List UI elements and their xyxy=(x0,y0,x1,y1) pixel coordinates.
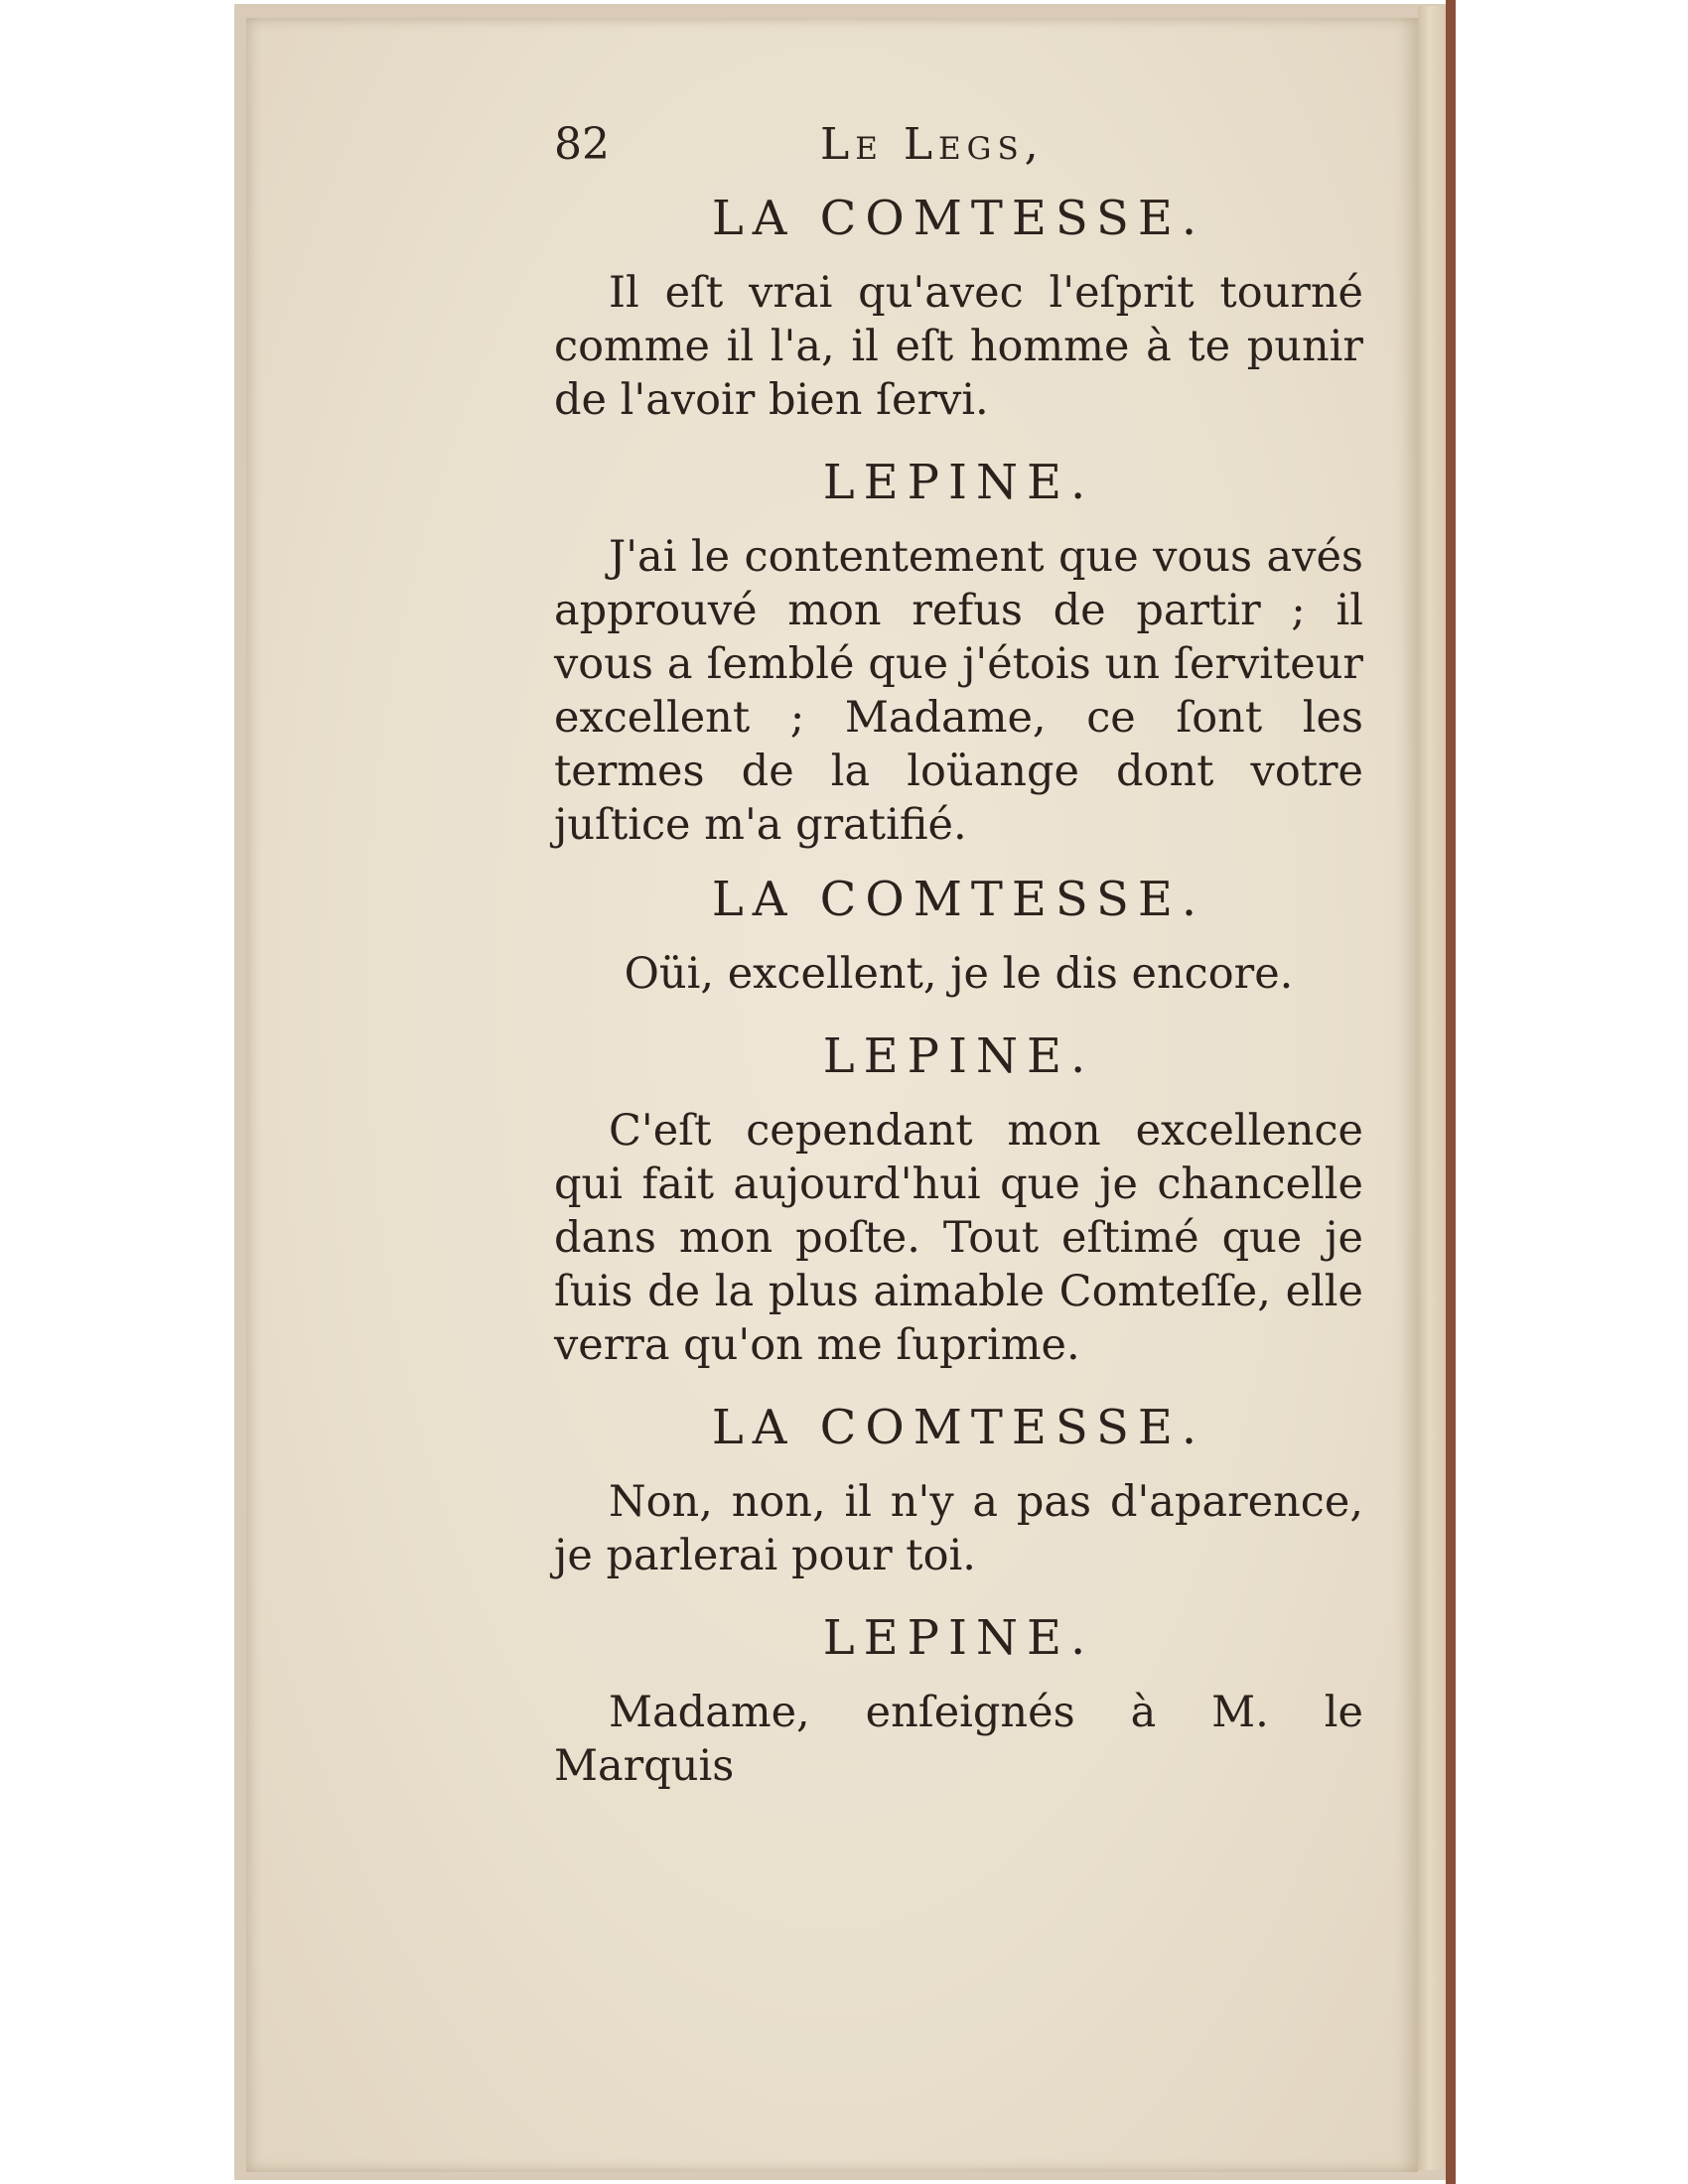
speech-text: Oüi, excellent, je le dis encore. xyxy=(624,949,1294,999)
speech-text: Non, non, il n'y a pas d'aparence, je parlerai pour toi. xyxy=(554,1477,1363,1580)
speech-text: C'eſt cependant mon excellence qui fait aujourd'hui que je chancelle dans mon poſte. Tout eſtimé que je ſuis de la plus aimable Comteſſe, elle verra qu'on me ſuprime. xyxy=(554,1106,1363,1370)
running-head xyxy=(554,119,1363,189)
speech-text: Madame, enſeignés à M. le Marquis xyxy=(554,1688,1363,1791)
speaker-name: LA COMTESSE. xyxy=(711,1400,1206,1455)
speech-text: Il eſt vrai qu'avec l'eſprit tourné comme il l'a, il eſt homme à te punir de l'avoir bien ſervi. xyxy=(554,268,1363,425)
page-content xyxy=(554,119,1363,1793)
running-title: Le Legs, xyxy=(820,119,1045,170)
page-edge xyxy=(1418,6,1446,2170)
speaker-name: LEPINE. xyxy=(822,455,1095,510)
binding-strip xyxy=(1446,0,1456,2184)
speaker-name: LA COMTESSE. xyxy=(711,872,1206,927)
speech-text: J'ai le contentement que vous avés approuvé mon refus de partir ; il vous a ſemblé que j'étois un ſerviteur excellent ; Madame, ce ſont les termes de la loüange dont votre juſtice m'a gratifié. xyxy=(554,532,1363,850)
speaker-name: LEPINE. xyxy=(822,1028,1095,1084)
page-number: 82 xyxy=(554,119,610,170)
speaker-name: LA COMTESSE. xyxy=(711,191,1206,246)
speaker-name: LEPINE. xyxy=(822,1610,1095,1666)
